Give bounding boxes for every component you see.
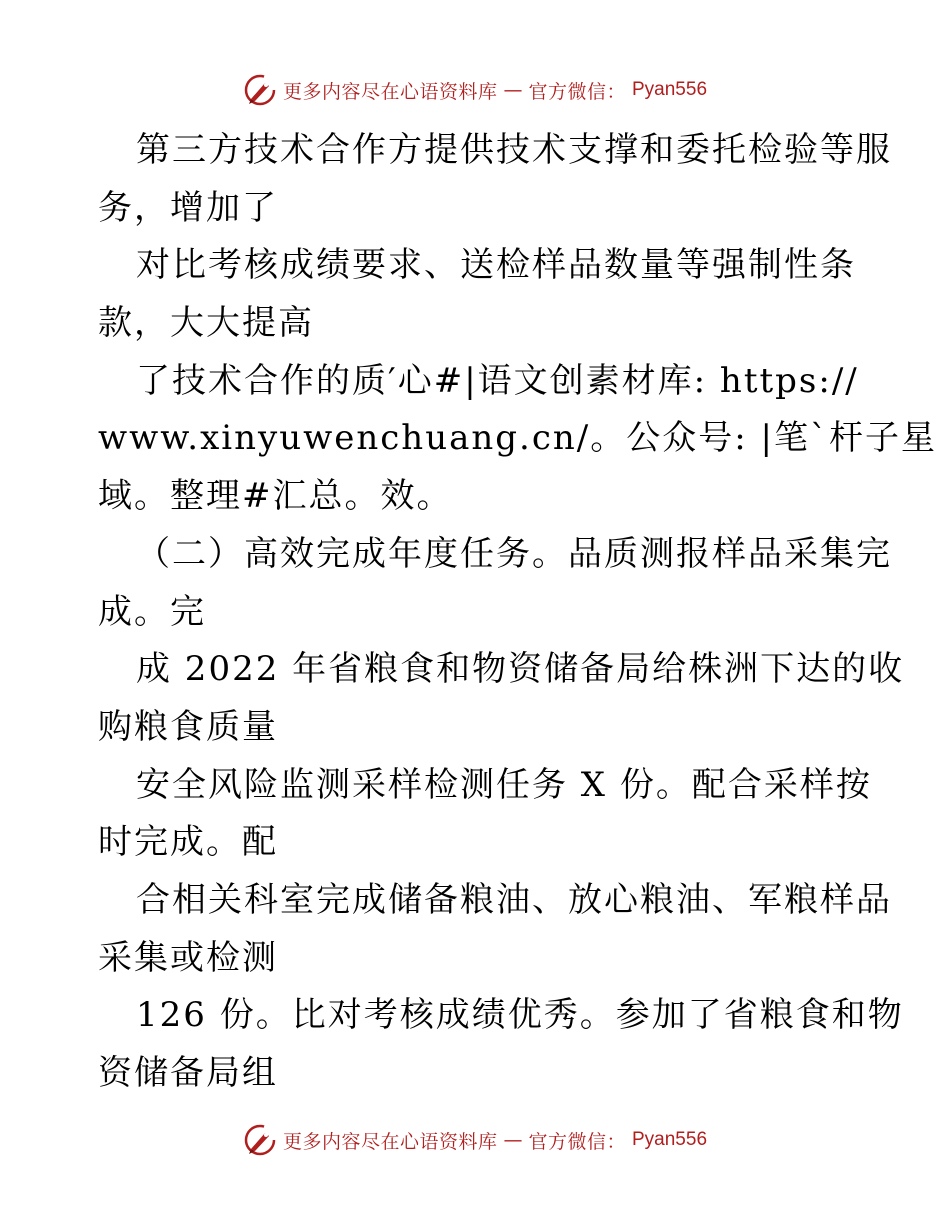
header-banner xyxy=(0,70,950,110)
paragraph-line: 成 2022 年省粮食和物资储备局给株洲下达的收 xyxy=(136,649,905,690)
paragraph-line: 采集或检测 xyxy=(98,937,278,978)
paragraph-line: 第三方技术合作方提供技术支撑和委托检验等服 xyxy=(136,130,892,170)
banner-separator: — xyxy=(503,1129,523,1151)
paragraph-line: 时完成。配 xyxy=(98,822,278,863)
paragraph-line: 资储备局组 xyxy=(98,1053,278,1093)
banner-separator: — xyxy=(503,79,523,101)
banner-wechat-label: 官方微信： xyxy=(528,80,626,103)
banner-site-text: 更多内容尽在心语资料库 xyxy=(282,80,498,103)
footer-banner xyxy=(0,1120,950,1160)
paragraph-line: 对比考核成绩要求、送检样品数量等强制性条 xyxy=(136,245,856,286)
document-body xyxy=(98,122,937,1103)
banner-wechat-label: 官方微信： xyxy=(528,1130,626,1153)
paragraph-line: 成。完 xyxy=(98,591,206,632)
paragraph-line: 购粮食质量 xyxy=(98,706,278,747)
banner-wechat-id: Pyan556 xyxy=(632,1129,708,1150)
paragraph-line: 款，大大提高 xyxy=(98,303,314,344)
paragraph-line: 了技术合作的质′心#|语文创素材库: https:// xyxy=(136,360,859,401)
paragraph-line: 安全风险监测采样检测任务 X 份。配合采样按 xyxy=(136,764,872,805)
pen-logo-icon xyxy=(243,73,277,107)
paragraph-line: www.xinyuwenchuang.cn/。公众号: |笔`杆子星 xyxy=(98,418,937,459)
paragraph-line: 域。整理#汇总。效。 xyxy=(98,476,453,517)
paragraph-line: （二）高效完成年度任务。品质测报样品采集完 xyxy=(136,533,892,574)
paragraph-line: 合相关科室完成储备粮油、放心粮油、军粮样品 xyxy=(136,879,892,920)
paragraph-line: 务，增加了 xyxy=(98,187,278,228)
pen-logo-icon xyxy=(243,1123,277,1157)
banner-wechat-id: Pyan556 xyxy=(632,79,708,100)
banner-site-text: 更多内容尽在心语资料库 xyxy=(282,1130,498,1153)
paragraph-line: 126 份。比对考核成绩优秀。参加了省粮食和物 xyxy=(136,995,904,1036)
